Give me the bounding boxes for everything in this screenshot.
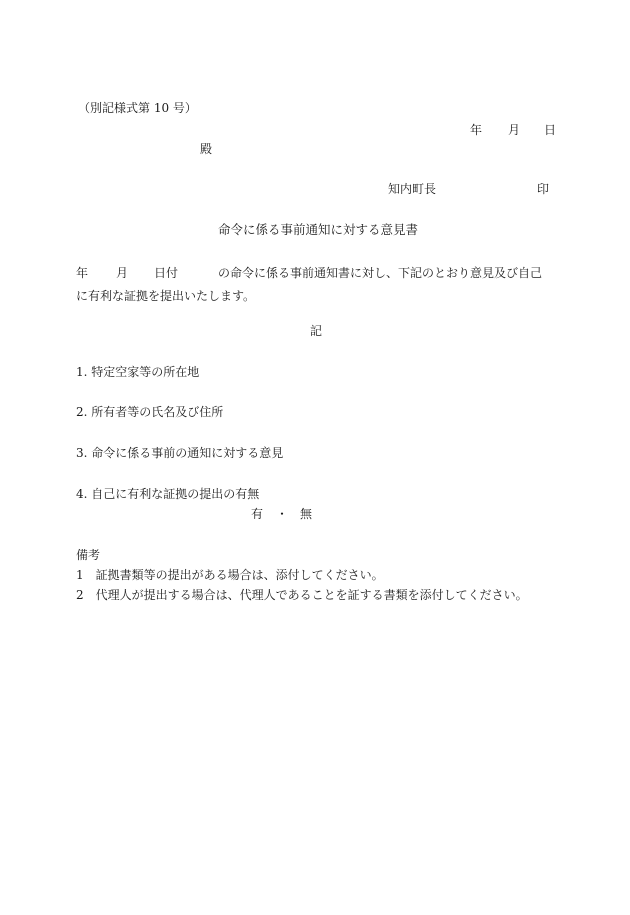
ki-heading: 記	[310, 324, 323, 338]
date-day-label: 日	[544, 123, 557, 137]
body-year: 年	[76, 266, 89, 280]
body-day-suffix: 日付	[154, 266, 179, 280]
remarks-note-2: 2 代理人が提出する場合は、代理人であることを証する書類を添付してください。	[76, 588, 528, 602]
body-line-1	[76, 262, 560, 285]
seal-mark: 印	[537, 182, 550, 196]
body-line-1-text: の命令に係る事前通知書に対し、下記のとおり意見及び自己	[218, 266, 543, 280]
remarks-heading: 備考	[76, 548, 101, 562]
remarks-note-1: 1 証拠書類等の提出がある場合は、添付してください。	[76, 568, 384, 582]
body-paragraph	[76, 262, 560, 308]
date-year-label: 年	[470, 123, 483, 137]
item-opinion: 3. 命令に係る事前の通知に対する意見	[76, 446, 284, 460]
item-evidence: 4. 自己に有利な証拠の提出の有無	[76, 487, 260, 501]
choice-no: 無	[300, 507, 313, 521]
body-month: 月	[116, 266, 129, 280]
document-title: 命令に係る事前通知に対する意見書	[218, 222, 419, 237]
issuer-name: 知内町長	[388, 182, 437, 196]
choice-separator: ・	[276, 507, 289, 521]
form-reference: （別記様式第 10 号）	[78, 101, 197, 115]
date-month-label: 月	[508, 123, 521, 137]
item-location: 1. 特定空家等の所在地	[76, 365, 200, 379]
body-line-2: に有利な証拠を提出いたします。	[76, 289, 256, 303]
addressee-suffix: 殿	[200, 142, 213, 156]
choice-yes: 有	[251, 507, 264, 521]
item-owner: 2. 所有者等の氏名及び住所	[76, 405, 224, 419]
